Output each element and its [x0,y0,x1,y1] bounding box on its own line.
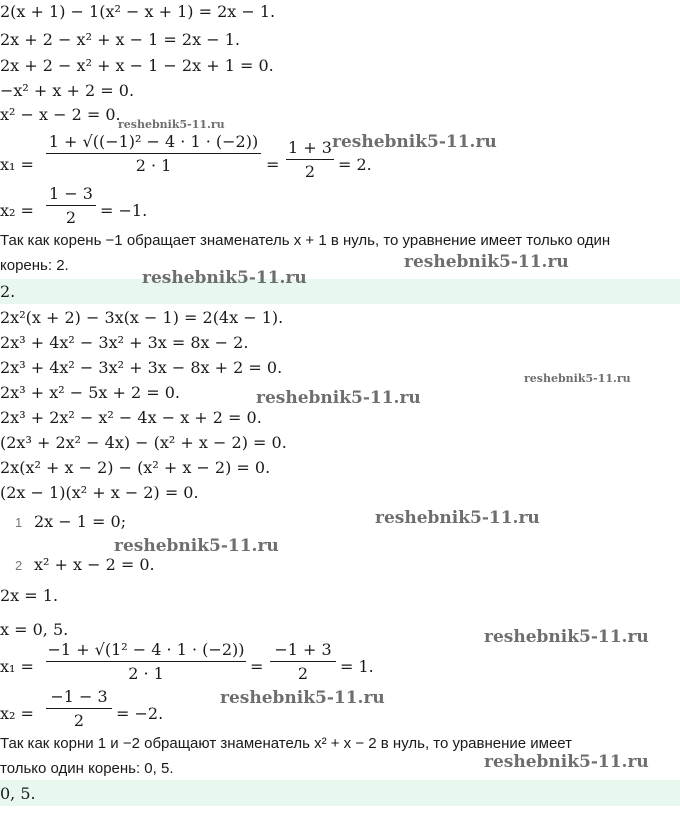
fraction-numerator: 1 − 3 [49,184,93,203]
equation-line: 2x³ + 4x² − 3x² + 3x − 8x + 2 = 0. [0,358,283,377]
fraction-numerator: −1 + 3 [274,640,332,659]
fraction-denominator: 2 [65,208,77,227]
conclusion-text: корень: 2. [0,257,69,274]
watermark: reshebnik5-11.ru [524,372,631,385]
equals-sign: = [250,657,264,676]
case-equation: x² + x − 2 = 0. [34,555,155,574]
root-fraction-simplified [286,138,334,181]
root-fraction [46,640,246,683]
root-fraction [46,184,96,227]
conclusion-text: Так как корни 1 и −2 обращают знаменатель x² + x − 2 в нуль, то уравнение имеет [0,735,573,752]
fraction-denominator: 2 [297,664,309,683]
root-label: x₂ = [0,201,34,220]
root-result: = −2. [116,704,164,723]
fraction-bar [46,153,261,154]
fraction-numerator: −1 − 3 [50,687,108,706]
fraction-bar [286,159,334,160]
case-number: 2 [15,558,23,573]
fraction-denominator: 2 · 1 [135,156,172,175]
equation-line: 2x³ + x² − 5x + 2 = 0. [0,383,181,402]
root-label: x₂ = [0,704,34,723]
fraction-denominator: 2 · 1 [128,664,164,683]
answer-text: 0, 5. [0,784,36,803]
conclusion-text: Так как корень −1 обращает знаменатель x + 1 в нуль, то уравнение имеет только один [0,232,611,249]
equation-line: 2x + 2 − x² + x − 1 = 2x − 1. [0,30,240,49]
answer-band [0,780,680,806]
equation-line: x² − x − 2 = 0. [0,105,121,124]
case-number: 1 [15,515,23,530]
watermark: reshebnik5-11.ru [375,508,540,528]
equation-line: 2x²(x + 2) − 3x(x − 1) = 2(4x − 1). [0,308,284,327]
root-fraction-simplified [270,640,336,683]
case-equation: 2x − 1 = 0; [34,512,127,531]
equation-line: −x² + x + 2 = 0. [0,81,135,100]
equation-line: 2x(x² + x − 2) − (x² + x − 2) = 0. [0,458,271,477]
watermark: reshebnik5-11.ru [142,268,307,288]
root-label: x₁ = [0,657,34,676]
equation-line: 2x³ + 4x² − 3x² + 3x = 8x − 2. [0,333,249,352]
watermark: reshebnik5-11.ru [404,252,569,272]
conclusion-text: только один корень: 0, 5. [0,760,174,777]
root-fraction [46,687,112,730]
watermark: reshebnik5-11.ru [484,627,649,647]
watermark: reshebnik5-11.ru [332,132,497,152]
fraction-numerator: 1 + √((−1)² − 4 · 1 · (−2)) [48,132,259,151]
root-result: = 1. [340,657,374,676]
fraction-bar [46,205,96,206]
equation-line: 2(x + 1) − 1(x² − x + 1) = 2x − 1. [0,2,276,21]
watermark: reshebnik5-11.ru [118,118,225,131]
fraction-denominator: 2 [73,711,85,730]
equation-line: (2x − 1)(x² + x − 2) = 0. [0,483,199,502]
answer-text: 2. [0,282,16,301]
fraction-denominator: 2 [304,162,316,181]
equation-line: (2x³ + 2x² − 4x) − (x² + x − 2) = 0. [0,433,287,452]
root-fraction [46,132,261,175]
answer-band [0,279,680,304]
fraction-numerator: 1 + 3 [288,138,332,157]
fraction-bar [270,661,336,662]
equation-line: 2x = 1. [0,586,59,605]
watermark: reshebnik5-11.ru [256,388,421,408]
root-label: x₁ = [0,155,34,174]
root-result: = −1. [100,201,148,220]
fraction-numerator: −1 + √(1² − 4 · 1 · (−2)) [47,640,245,659]
equation-line: 2x³ + 2x² − x² − 4x − x + 2 = 0. [0,408,262,427]
equation-line: 2x + 2 − x² + x − 1 − 2x + 1 = 0. [0,56,274,75]
equation-line: x = 0, 5. [0,620,69,639]
fraction-bar [46,708,112,709]
watermark: reshebnik5-11.ru [220,688,385,708]
watermark: reshebnik5-11.ru [484,752,649,772]
root-result: = 2. [338,155,372,174]
fraction-bar [46,661,246,662]
watermark: reshebnik5-11.ru [114,536,279,556]
equals-sign: = [266,155,280,174]
